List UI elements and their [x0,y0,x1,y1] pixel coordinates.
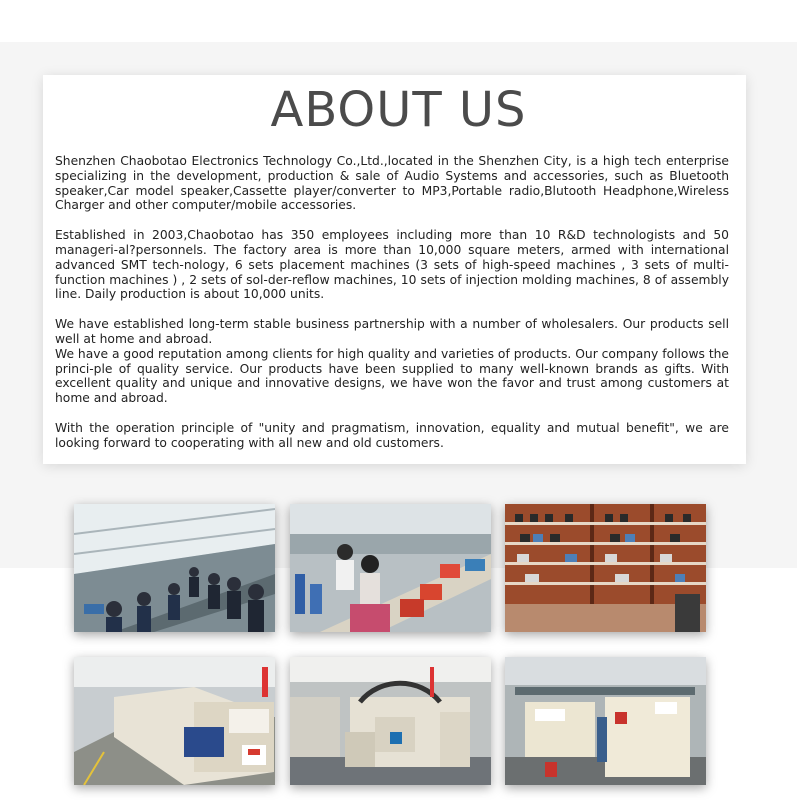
about-paragraph-principle: With the operation principle of "unity and pragmatism, innovation, equality and mutual benefit", we are looking forward to cooperating with all new and old customers. [55,420,729,450]
about-text [55,154,729,466]
product-showroom-shelves-photo [505,504,706,632]
about-paragraph-intro: Shenzhen Chaobotao Electronics Technology Co.,Ltd.,located in the Shenzhen City, is a high tech enterprise specializing in the development, production & sale of Audio Systems and accessories, such as Bluetooth speaker,Car model speaker,Cassette player/converter to MP3,Portable radio,Blutooth Headphone,Wireless Charger and other computer/mobile accessories. [55,154,729,213]
about-paragraph-established: Established in 2003,Chaobotao has 350 employees including more than 10 R&D technologists and 50 manageri-al?personnels. The factory area is more than 10,000 square meters, armed with international advanced SMT tech-nology, 6 sets placement machines (3 sets of high-speed machines , 3 sets of multi-function machines ) , 2 sets of sol-der-reflow machines, 10 sets of injection molding machines, 8 of assembly line. Daily production is about 10,000 units. [55,228,729,302]
assembly-line-workers-photo [74,504,275,632]
assembly-line-closeup-photo [290,504,491,632]
smt-production-line-photo [74,657,275,785]
about-paragraph-partnership: We have established long-term stable business partnership with a number of wholesalers. Our products sell well at home and abroad. [55,317,729,346]
page-title: ABOUT US [270,82,527,138]
injection-molding-machines-photo [505,657,706,785]
placement-machine-photo [290,657,491,785]
about-paragraph-reputation: We have a good reputation among clients for high quality and varieties of products. Our company follows the princi-ple of quality service. Our products have been supplied to many well-known brands as gifts. With excellent quality and unique and innovative designs, we have won the favor and trust among customers at home and abroad. [55,346,729,406]
